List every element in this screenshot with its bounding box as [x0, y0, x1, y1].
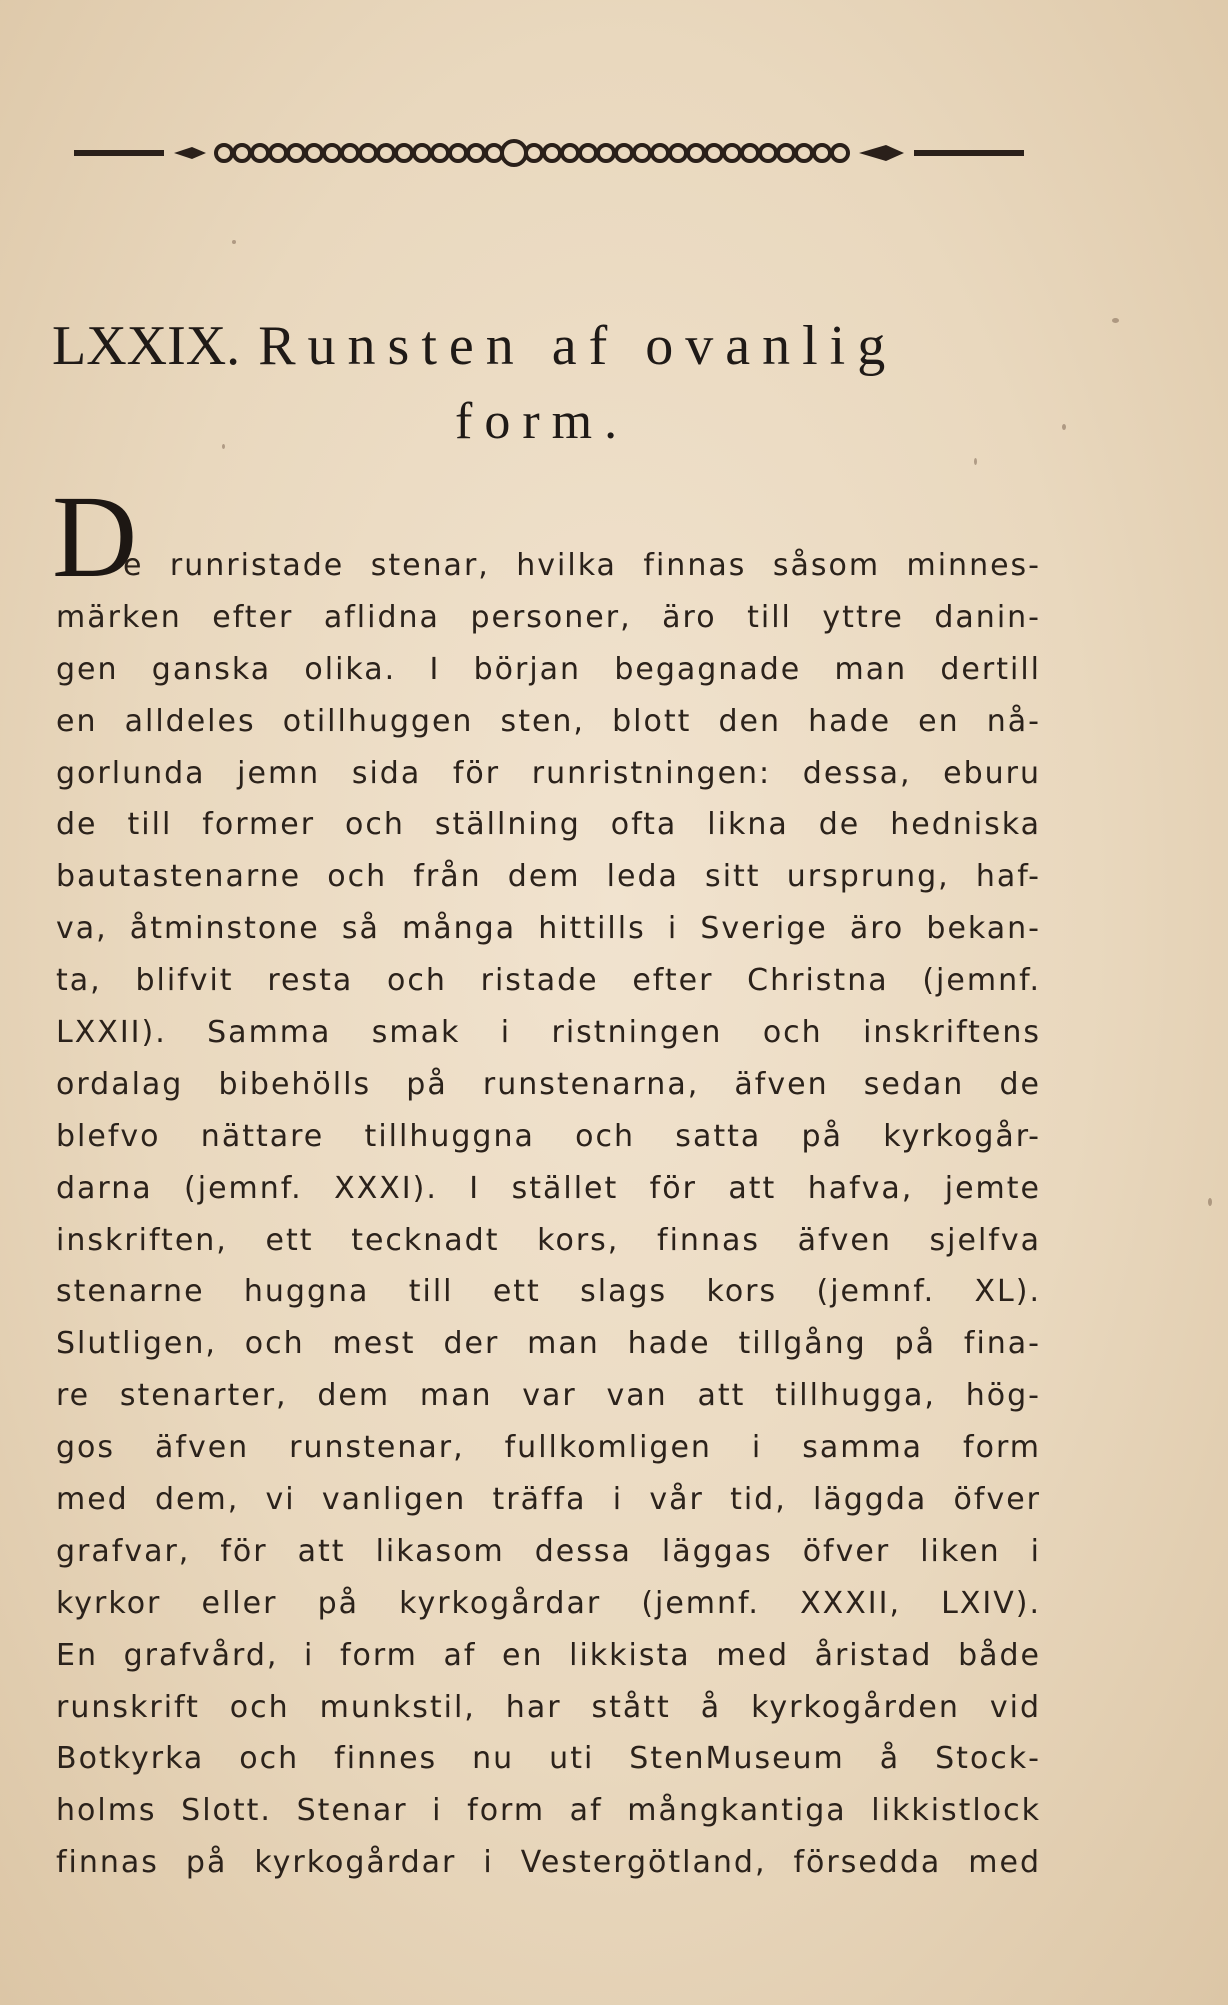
text-line: gorlunda jemn sida för runristningen: dessa, eburu	[56, 755, 1041, 791]
text-line: inskriften, ett tecknadt kors, finnas äfven sjelfva	[56, 1222, 1041, 1258]
paper-speck	[222, 444, 225, 449]
text-line: runskrift och munkstil, har stått å kyrkogården vid	[56, 1689, 1041, 1725]
text-line: ta, blifvit resta och ristade efter Christna (jemnf.	[56, 963, 1041, 999]
text-line: grafvar, för att likasom dessa läggas öfver liken i	[56, 1533, 1041, 1569]
drop-cap: D	[52, 471, 138, 602]
paper-speck	[1112, 318, 1119, 323]
text-line: darna (jemnf. XXXI). I stället för att hafva, jemte	[56, 1170, 1041, 1206]
text-line: stenarne huggna till ett slags kors (jemnf. XL).	[56, 1274, 1041, 1310]
chapter-title-line-1: Runsten af ovanlig	[258, 315, 898, 377]
paper-speck	[974, 458, 977, 465]
text-line: en alldeles otillhuggen sten, blott den hade en nå-	[56, 703, 1041, 739]
chapter-title-line-2: form.	[455, 393, 630, 450]
text-line: va, åtminstone så många hittills i Sverige äro bekan-	[56, 911, 1041, 947]
chapter-numeral: LXXIX.	[52, 315, 241, 377]
paper-speck	[232, 240, 236, 244]
text-line: gos äfven runstenar, fullkomligen i samma form	[56, 1430, 1041, 1466]
ornament-rule	[74, 128, 1034, 178]
text-line: Botkyrka och finnes nu uti StenMuseum å Stock-	[56, 1741, 1041, 1777]
text-line: blefvo nättare tillhuggna och satta på kyrkogår-	[56, 1118, 1041, 1154]
chapter-heading	[52, 314, 1032, 378]
text-line: En grafvård, i form af en likkista med åristad både	[56, 1637, 1041, 1673]
text-line: finnas på kyrkogårdar i Vestergötland, försedda med	[56, 1845, 1041, 1881]
text-line: ordalag bibehölls på runstenarna, äfven sedan de	[56, 1066, 1041, 1102]
text-line: re stenarter, dem man var van att tillhugga, hög-	[56, 1378, 1041, 1414]
text-line: med dem, vi vanligen träffa i vår tid, läggda öfver	[56, 1482, 1041, 1518]
text-line: bautastenarne och från dem leda sitt ursprung, haf-	[56, 859, 1041, 895]
text-line: kyrkor eller på kyrkogårdar (jemnf. XXXII, LXIV).	[56, 1585, 1041, 1621]
paper-speck	[1062, 424, 1066, 430]
text-line: Slutligen, och mest der man hade tillgång på fina-	[56, 1326, 1041, 1362]
text-line: märken efter aflidna personer, äro till yttre danin-	[56, 599, 1041, 635]
paper-speck	[1208, 1198, 1212, 1206]
text-line: gen ganska olika. I början begagnade man dertill	[56, 651, 1041, 687]
body-paragraph	[56, 540, 1041, 1889]
text-line: e runristade stenar, hvilka finnas såsom minnes-	[123, 548, 1041, 583]
text-line: de till former och ställning ofta likna de hedniska	[56, 807, 1041, 843]
text-line: LXXII). Samma smak i ristningen och inskriftens	[56, 1015, 1041, 1051]
text-line: holms Slott. Stenar i form af mångkantiga likkistlock	[56, 1793, 1041, 1829]
